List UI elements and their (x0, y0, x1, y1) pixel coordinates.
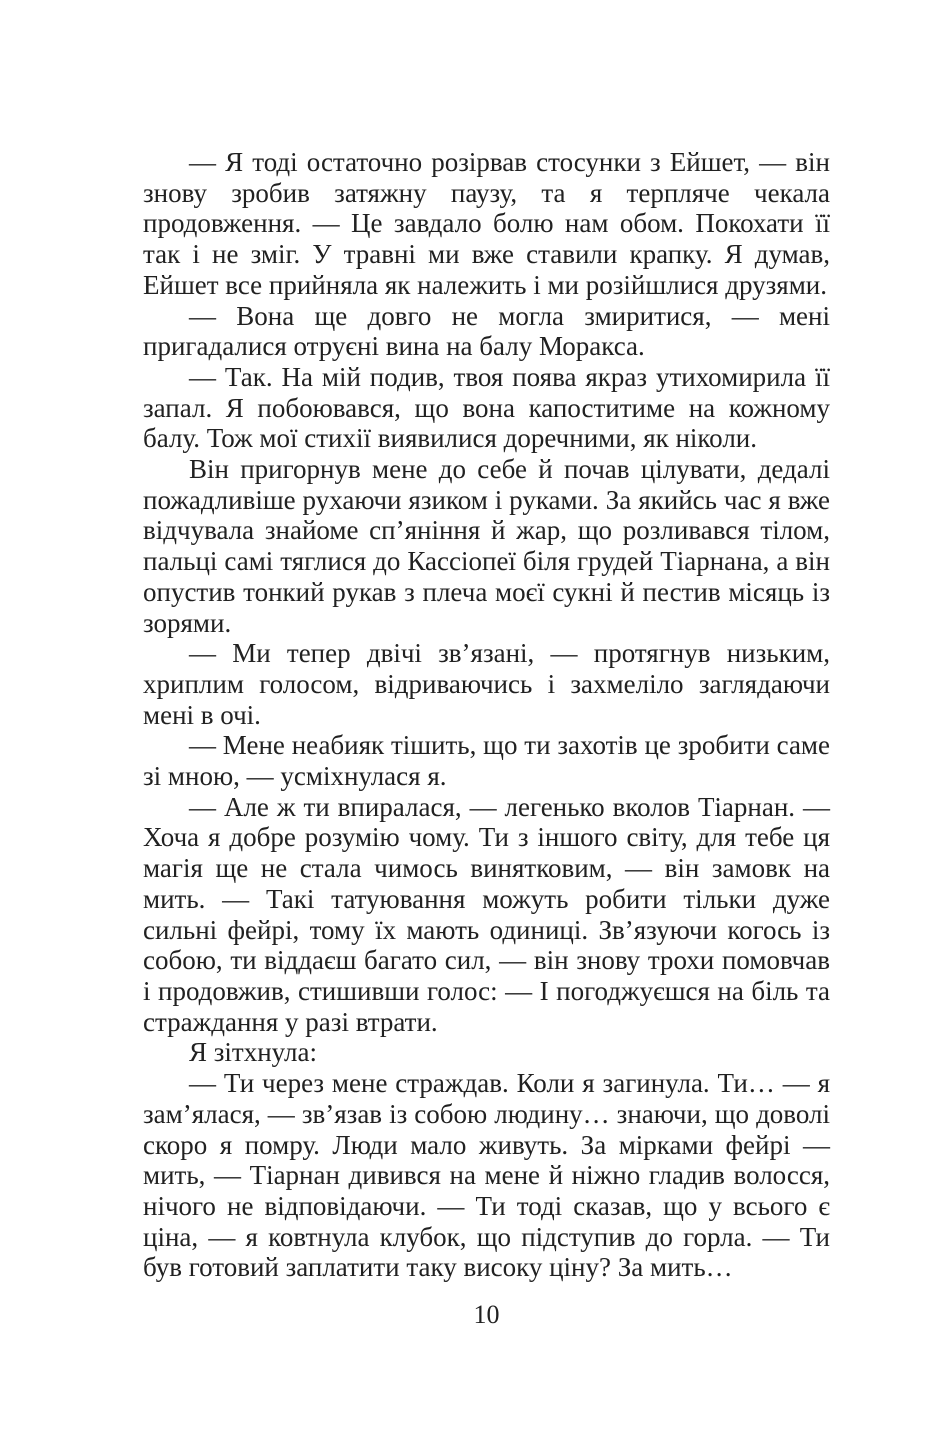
page-number: 10 (473, 1300, 500, 1329)
paragraph: — Мене неабияк тішить, що ти захотів це зробити саме зі мною, — усміхнулася я. (143, 730, 830, 792)
paragraph: — Ти через мене страждав. Коли я загинула. Ти… — я зам’ялася, — зв’язав із собою людину… знаючи, що доволі скоро я помру. Люди мало живуть. За мірками фейрі — мить, — Тіарнан дивився на мене й ніжно гладив волосся, нічого не відповідаючи. — Ти тоді сказав, що у всього є ціна, — я ковтнула клубок, що підступив до горла. — Ти був готовий заплатити таку високу ціну? За мить… (143, 1068, 830, 1283)
paragraph: — Ми тепер двічі зв’язані, — протягнув низьким, хриплим голосом, відриваючись і захмеліло заглядаючи мені в очі. (143, 638, 830, 730)
paragraph: Я зітхнула: (189, 1037, 317, 1068)
text-block (143, 147, 830, 1283)
paragraph: — Так. На мій подив, твоя поява якраз утихомирила її запал. Я побоювався, що вона капоститиме на кожному балу. Тож мої стихії виявилися доречними, як ніколи. (143, 361, 830, 454)
paragraph: — Вона ще довго не могла змиритися, — мені пригадалися отруєні вина на балу Моракса. (143, 300, 830, 362)
paragraph: Він пригорнув мене до себе й почав цілувати, дедалі пожадливіше рухаючи язиком і руками. За якийсь час я вже відчувала знайоме сп’яніння й жар, що розливався тілом, пальці самі тяглися до Кассіопеї біля грудей Тіарнана, а він опустив тонкий рукав з плеча моєї сукні й пестив місяць із зорями. (143, 454, 830, 638)
paragraph: — Але ж ти впиралася, — легенько вколов Тіарнан. — Хоча я добре розумію чому. Ти з іншого світу, для тебе ця магія ще не стала чимось винятковим, — він замовк на мить. — Такі татуювання можуть робити тільки дуже сильні фейрі, тому їх мають одиниці. Зв’язуючи когось із собою, ти віддаєш багато сил, — він знову трохи помовчав і продовжив, стишивши голос: — І погоджуєшся на біль та страждання у разі втрати. (143, 791, 830, 1037)
paragraph: — Я тоді остаточно розірвав стосунки з Ейшет, — він знову зробив затяжну паузу, та я терпляче чекала продовження. — Це завдало болю нам обом. Покохати її так і не зміг. У травні ми вже ставили крапку. Я думав, Ейшет все прийняла як належить і ми розійшлися друзями. (143, 147, 830, 300)
